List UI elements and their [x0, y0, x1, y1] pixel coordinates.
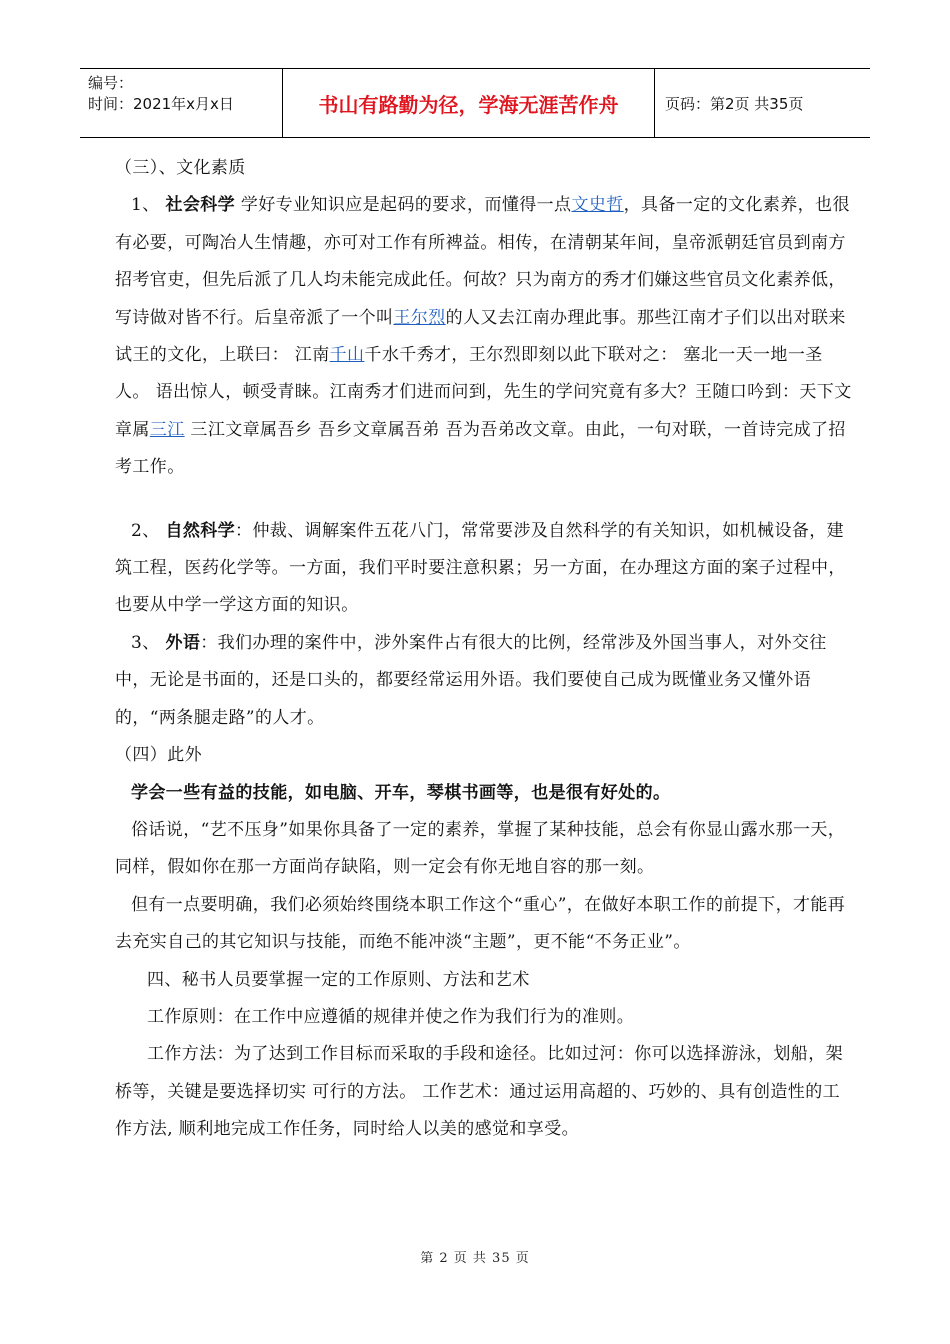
- section-3-title: （三）、文化素质: [115, 158, 246, 178]
- header-number: 编号：: [88, 74, 134, 92]
- paragraph-focus: 但有一点要明确，我们必须始终围绕本职工作这个“重心”，在做好本职工作的前提下，才能再去充实自己的其它知识与技能，而绝不能冲淡“主题”，更不能“不务正业”。: [115, 894, 846, 953]
- paragraph-text: 的人又去江南办理此事。那些江南才子们以出对联来试王的文化，上联曰： 江南: [115, 307, 846, 366]
- skills-bold-line: 学会一些有益的技能，如电脑、开车，琴棋书画等，也是很有好处的。: [131, 782, 671, 803]
- section-4-title: （四）此外: [115, 745, 202, 766]
- paragraph-text: 三江文章属吾乡 吾乡文章属吾弟 吾为吾弟改文章。由此，一句对联，一首诗完成了招考工作。: [115, 419, 846, 478]
- paragraph-principle: 工作原则：在工作中应遵循的规律并使之作为我们行为的准则。: [147, 1006, 635, 1027]
- section-four-heading: 四、秘书人员要掌握一定的工作原则、方法和艺术: [147, 969, 530, 990]
- paragraph-text: ：我们办理的案件中，涉外案件占有很大的比例，经常涉及外国当事人，对外交往中，无论是书面的，还是口头的，都要经常运用外语。我们要使自己成为既懂业务又懂外语的，“两条腿走路”的人才。: [115, 632, 827, 728]
- item-foreign-language: [115, 625, 855, 737]
- paragraph-method: 工作方法：为了达到工作目标而采取的手段和途径。比如过河：你可以选择游泳，划船，架桥等，关键是要选择切实 可行的方法。 工作艺术：通过运用高超的、巧妙的、具有创造性的工作方法, 顺利地完成工作任务，同时给人以美的感觉和享受。: [115, 1044, 843, 1140]
- paragraph-text: ，具备一定的文化素养，也很有必要，可陶冶人生情趣，亦可对工作有所裨益。相传，在清朝某年间，皇帝派朝廷官员到南方招考官吏，但先后派了几人均未能完成此任。何故？只为南方的秀才们嫌这些官员文化素养低，写诗做对皆不行。后皇帝派了一个叫: [115, 195, 850, 328]
- page-header: [80, 68, 870, 138]
- paragraph-text: 千水千秀才，王尔烈即刻以此下联对之： 塞北一天一地一圣人。 语出惊人，顿受青睐。江南秀才们进而问到，先生的学问究竟有多大？王随口吟到：天下文章属: [115, 345, 852, 440]
- paragraph-text: 学好专业知识应是起码的要求，而懂得一点: [235, 195, 572, 216]
- item-title: 社会科学: [165, 195, 236, 216]
- item-natural-science: [115, 513, 855, 625]
- page-footer: 第 2 页 共 35 页: [420, 1251, 530, 1266]
- link-qianshan[interactable]: 千山: [329, 345, 365, 366]
- item-title: 自然科学: [165, 520, 236, 541]
- header-time: 时间：2021年x月x日: [88, 95, 234, 113]
- item-number: 1、: [131, 195, 160, 216]
- item-social-science: [115, 187, 855, 486]
- paragraph-text: ：仲裁、调解案件五花八门，常常要涉及自然科学的有关知识，如机械设备，建筑工程，医药化学等。一方面，我们平时要注意积累；另一方面，在办理这方面的案子过程中，也要从中学一学这方面的知识。: [115, 520, 846, 616]
- link-sanjiang[interactable]: 三江: [149, 419, 185, 440]
- link-wenshizhe[interactable]: 文史哲: [571, 195, 624, 216]
- header-meta: [80, 69, 283, 137]
- document-body: [115, 150, 855, 1149]
- link-wang-erlie[interactable]: 王尔烈: [393, 307, 446, 328]
- item-number: 2、: [131, 520, 160, 541]
- header-motto: 书山有路勤为径，学海无涯苦作舟: [283, 69, 655, 137]
- header-page-info: 页码：第2页 共35页: [665, 95, 804, 113]
- item-number: 3、: [131, 632, 160, 653]
- paragraph-proverb: 俗话说，“艺不压身”如果你具备了一定的素养，掌握了某种技能，总会有你显山露水那一天，同样，假如你在那一方面尚存缺陷，则一定会有你无地自容的那一刻。: [115, 819, 846, 878]
- spacer: [115, 487, 855, 513]
- item-title: 外语: [165, 632, 201, 653]
